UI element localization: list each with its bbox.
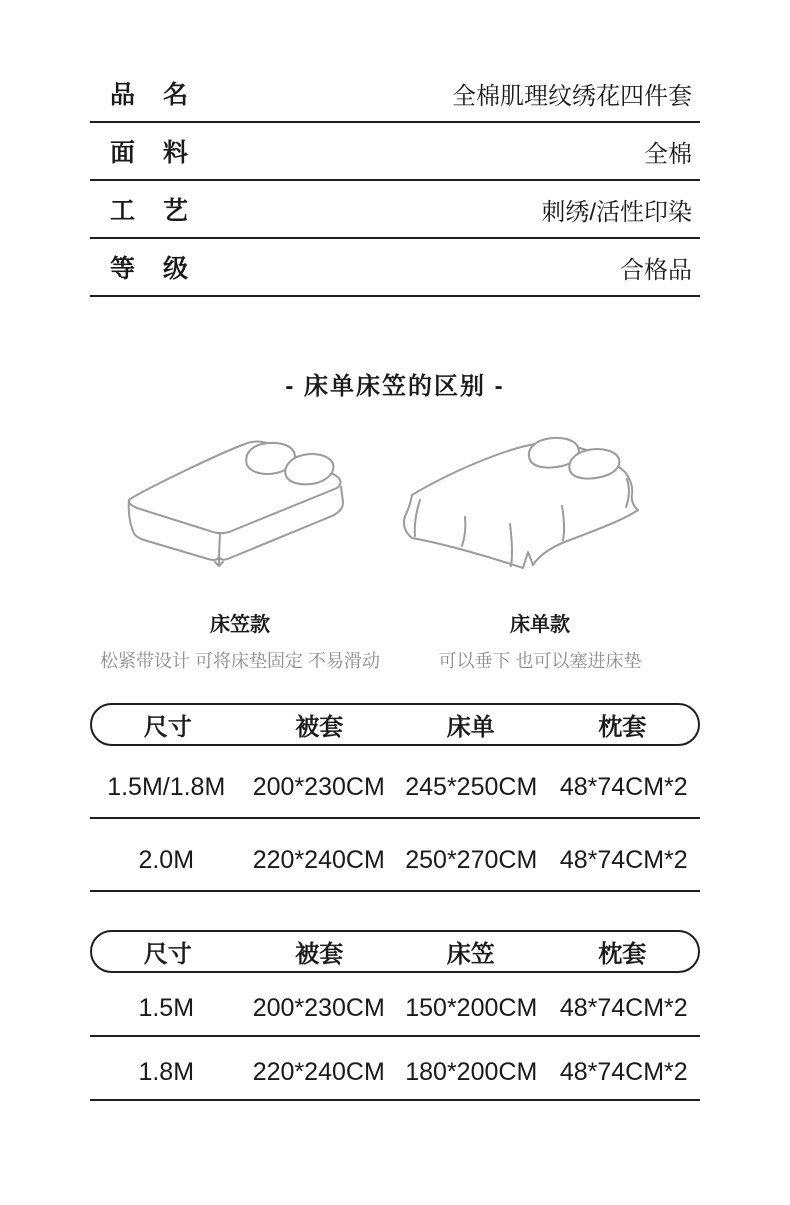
table-cell: 150*200CM — [405, 993, 538, 1022]
spec-label — [110, 191, 188, 227]
header-cell-fitted-sheet: 床笠 — [446, 941, 495, 968]
table-row — [90, 1037, 700, 1101]
header-cell-size: 尺寸 — [143, 941, 192, 968]
table-cell: 220*240CM — [252, 1057, 385, 1086]
spec-value: 全棉肌理纹绣花四件套 — [452, 82, 692, 110]
spec-label-char: 等 — [110, 255, 136, 283]
size-table-sheet — [90, 703, 700, 892]
spec-label-char: 艺 — [163, 197, 189, 225]
table-row — [90, 819, 700, 892]
spec-row-grade — [90, 239, 700, 297]
table-cell: 220*240CM — [252, 846, 385, 874]
spec-label-char: 面 — [110, 139, 136, 167]
header-cell-pillowcase: 枕套 — [598, 714, 647, 741]
table-cell: 48*74CM*2 — [559, 846, 688, 874]
spec-value: 全棉 — [644, 140, 692, 168]
header-cell-flat-sheet: 床单 — [446, 714, 495, 741]
table-row — [90, 746, 700, 819]
spec-label-char: 名 — [163, 81, 189, 109]
table-cell: 1.5M/1.8M — [107, 773, 226, 801]
table-cell: 180*200CM — [405, 1057, 538, 1086]
size-table-header — [90, 930, 700, 973]
header-cell-duvet-cover: 被套 — [295, 714, 344, 741]
figure-fitted-sheet — [90, 432, 390, 673]
spec-value: 刺绣/活性印染 — [541, 198, 692, 226]
table-cell: 48*74CM*2 — [559, 993, 688, 1022]
table-cell: 200*230CM — [252, 993, 385, 1022]
figure-description: 可以垂下 也可以塞进床垫 — [438, 651, 642, 671]
spec-label-char: 工 — [110, 197, 136, 225]
figure-caption: 床笠款 — [210, 614, 270, 636]
size-table-header — [90, 703, 700, 746]
spec-row-fabric — [90, 123, 700, 181]
size-table-fitted — [90, 930, 700, 1101]
figure-description: 松紧带设计 可将床垫固定 不易滑动 — [99, 651, 380, 671]
spec-row-product-name — [90, 65, 700, 123]
fitted-sheet-bed-illustration — [100, 432, 380, 582]
table-cell: 48*74CM*2 — [559, 1057, 688, 1086]
spec-label — [110, 75, 188, 111]
figure-flat-sheet — [390, 432, 690, 673]
table-cell: 2.0M — [138, 846, 195, 874]
table-row — [90, 973, 700, 1037]
spec-label-char: 级 — [163, 255, 189, 283]
table-cell: 245*250CM — [405, 773, 538, 801]
spec-value: 合格品 — [620, 256, 692, 284]
spec-label-char: 料 — [163, 139, 189, 167]
section-title: - 床单床笠的区别 - — [285, 373, 505, 400]
spec-label — [110, 133, 188, 169]
flat-sheet-bed-illustration — [390, 432, 690, 582]
table-cell: 1.8M — [138, 1057, 195, 1086]
spec-label-char: 品 — [110, 81, 136, 109]
header-cell-size: 尺寸 — [143, 714, 192, 741]
table-cell: 200*230CM — [252, 773, 385, 801]
table-cell: 250*270CM — [405, 846, 538, 874]
table-cell: 48*74CM*2 — [559, 773, 688, 801]
header-cell-pillowcase: 枕套 — [598, 941, 647, 968]
spec-row-craft — [90, 181, 700, 239]
table-cell: 1.5M — [138, 993, 195, 1022]
figure-caption: 床单款 — [510, 614, 570, 636]
header-cell-duvet-cover: 被套 — [295, 941, 344, 968]
spec-table — [90, 65, 700, 297]
spec-label — [110, 249, 188, 285]
